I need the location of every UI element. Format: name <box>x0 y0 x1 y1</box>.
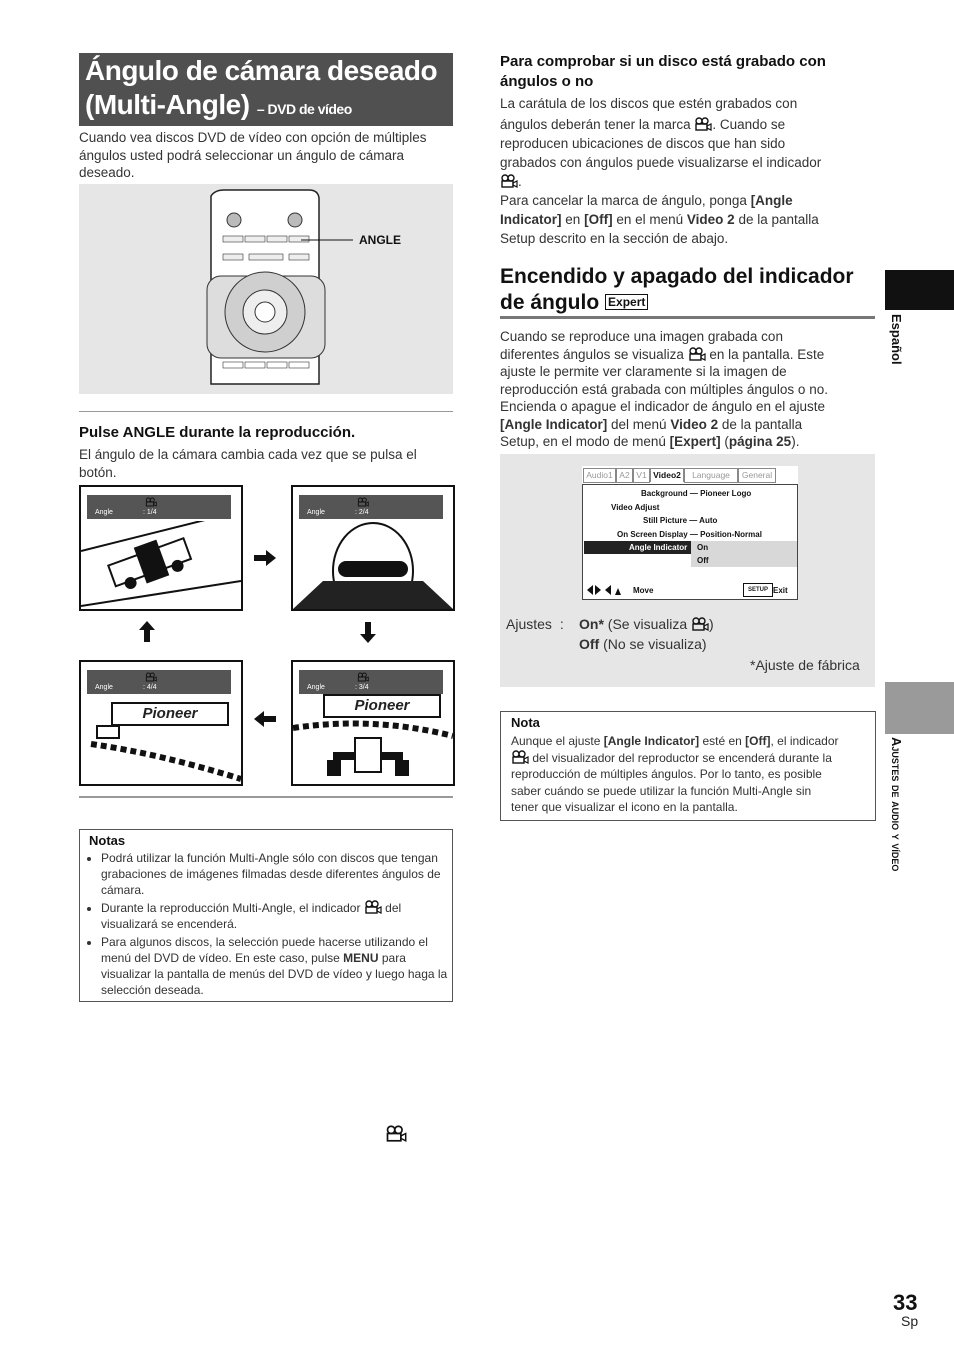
note-item <box>101 850 457 898</box>
pioneer-banner: Pioneer <box>323 694 441 718</box>
helmet-illustration <box>293 521 453 609</box>
note-item <box>101 900 457 932</box>
notes-list <box>89 850 457 1000</box>
nota-box <box>500 711 876 821</box>
osd-label: Angle <box>95 509 113 516</box>
check-heading: Para comprobar si un disco está grabado con ángulos o no <box>500 53 826 90</box>
setting-off-desc: (No se visualiza) <box>603 636 707 652</box>
section2-text <box>500 328 880 451</box>
title-main: (Multi-Angle) <box>85 89 250 120</box>
camera-icon <box>691 617 709 631</box>
page-number: 33 <box>893 1290 918 1315</box>
remote-illustration <box>79 184 453 394</box>
tab-general[interactable]: General <box>738 468 776 483</box>
setting-on <box>579 616 714 634</box>
bold-term: [Expert] <box>669 434 721 449</box>
notes-heading: Notas <box>89 833 126 848</box>
title-line1: Ángulo de cámara deseado <box>85 55 438 86</box>
camera-icon <box>694 117 712 131</box>
check-text-span: en el menú <box>616 212 684 227</box>
section2-line: ajuste le permite ver claramente si la imagen de <box>500 364 787 379</box>
bold-term: [Off] <box>584 212 613 227</box>
side-tab-gray <box>885 682 954 734</box>
menu-item-still-picture[interactable]: Still Picture — Auto <box>643 516 718 525</box>
section2-span: ). <box>791 434 800 449</box>
camera-icon <box>500 174 518 188</box>
expert-badge: Expert <box>605 294 648 310</box>
note-text: Durante la reproducción Multi-Angle, el indicador <box>101 901 361 915</box>
nota-span: del visualizador del reproductor se encenderá durante la <box>532 750 832 765</box>
arrow-up-icon <box>137 620 157 644</box>
footer-move: Move <box>633 586 654 595</box>
osd-value: : 4/4 <box>143 684 157 691</box>
nota-heading: Nota <box>511 715 540 730</box>
check-line: reproducen ubicaciones de discos que han sido <box>500 136 786 151</box>
footer-exit: Exit <box>773 586 788 595</box>
angle-screen-4 <box>79 660 243 786</box>
check-text: La carátula de los discos que estén grabados con ángulos deberán tener la marca . Cuando se reproducen ubicaciones de discos que han sido grabados con ángulos puede visualizarse el indicador . Para cancelar la marca de ángulo, ponga [Angle Indicator] en [Off] en el menú Video 2 de la pantalla Setup descrito en la sección de abajo. <box>500 94 880 248</box>
check-line: ángulos deberán tener la marca <box>500 117 691 132</box>
page-suffix: Sp <box>901 1313 919 1329</box>
tab-v1[interactable]: V1 <box>633 468 650 483</box>
divider-bottom <box>79 796 453 798</box>
setting-on-value: On* <box>579 616 604 632</box>
settings-label-text: Ajustes <box>506 616 552 632</box>
option-on[interactable]: On <box>697 543 709 552</box>
screen-osd <box>87 670 231 694</box>
note-text: Podrá utilizar la función Multi-Angle sólo con discos que tengan grabaciones de imágenes filmadas desde diferentes ángulos de cámara. <box>101 851 441 897</box>
camera-icon <box>688 347 706 361</box>
osd-label: Angle <box>307 684 325 691</box>
camera-icon <box>357 672 369 682</box>
sidebar-language: Español <box>889 314 904 365</box>
section2-rule <box>500 316 875 319</box>
tab-a2[interactable]: A2 <box>616 468 633 483</box>
section2-span: del menú <box>611 416 667 432</box>
check-text-span: Para cancelar la marca de ángulo, ponga <box>500 193 747 208</box>
page-title <box>79 53 453 126</box>
bold-term: Video 2 <box>670 416 719 432</box>
tab-audio1[interactable]: Audio1 <box>583 468 616 483</box>
arrow-left-icon <box>252 709 278 729</box>
step-text: El ángulo de la cámara cambia cada vez que se pulsa el botón. <box>79 447 417 480</box>
page-ref-link[interactable]: página 25 <box>728 434 792 449</box>
section2-span: diferentes ángulos se visualiza <box>500 346 684 362</box>
section2-heading <box>500 264 876 316</box>
setting-on-desc: ) <box>709 616 714 632</box>
menu-tabs <box>582 466 798 482</box>
check-text-span: de la pantalla <box>738 212 819 227</box>
intro-text: Cuando vea discos DVD de vídeo con opción de múltiples ángulos usted podrá seleccionar un ángulo de cámara deseado. <box>79 130 427 180</box>
tab-language[interactable]: Language <box>684 468 738 483</box>
bold-term: Indicator] <box>500 212 562 227</box>
section2-heading-line: de ángulo <box>500 291 600 314</box>
section2-line: Cuando se reproduce una imagen grabada con <box>500 329 783 344</box>
nota-span: esté en <box>702 734 742 748</box>
menu-item-osd[interactable]: On Screen Display — Position-Normal <box>617 530 762 539</box>
arrow-down-icon <box>358 620 378 644</box>
camera-icon <box>364 900 382 914</box>
note-text: del visualizará se encenderá. <box>101 901 402 931</box>
setup-key[interactable]: SETUP <box>743 583 773 597</box>
sidebar-section: Ajustes de audio y vídeo <box>889 737 904 872</box>
menu-key: MENU <box>343 951 379 965</box>
osd-label: Angle <box>307 509 325 516</box>
camera-icon <box>145 497 157 507</box>
notes-box <box>79 829 453 1002</box>
menu-item-video-adjust[interactable]: Video Adjust <box>611 503 660 512</box>
bold-term: [Off] <box>745 734 771 748</box>
camera-icon <box>385 1125 407 1142</box>
side-tab-black <box>885 270 954 310</box>
screen-osd <box>87 495 231 519</box>
menu-panel <box>582 484 798 600</box>
osd-value: : 2/4 <box>355 509 369 516</box>
nota-text <box>511 733 871 816</box>
bold-term: [Angle Indicator] <box>500 416 608 432</box>
menu-item-background[interactable]: Background — Pioneer Logo <box>641 489 752 498</box>
step-heading: Pulse ANGLE durante la reproducción. <box>79 424 356 441</box>
section2-span: de la pantalla <box>721 416 803 432</box>
osd-label: Angle <box>95 684 113 691</box>
angle-screen-3 <box>291 660 455 786</box>
race-car-illustration <box>81 521 241 609</box>
remote-panel <box>79 184 453 394</box>
check-line: La carátula de los discos que estén grabados con <box>500 96 798 111</box>
section2-span: Setup, en el modo de menú <box>500 434 666 449</box>
track-illustration <box>81 724 241 784</box>
camera-icon <box>357 497 369 507</box>
bold-term: [Angle Indicator] <box>603 734 700 748</box>
check-line: Setup descrito en la sección de abajo. <box>500 231 729 246</box>
check-line: grabados con ángulos puede visualizarse el indicador <box>500 155 822 170</box>
bold-term: [Angle <box>750 193 793 208</box>
note-text: Para algunos discos, la selección puede hacerse utilizando el menú del DVD de vídeo. En este caso, pulse <box>101 935 428 965</box>
camera-icon <box>145 672 157 682</box>
nota-span: , el indicador <box>770 734 839 748</box>
factory-note: *Ajuste de fábrica <box>750 657 860 673</box>
setting-off <box>579 636 707 654</box>
option-off[interactable]: Off <box>697 556 709 565</box>
osd-value: : 3/4 <box>355 684 369 691</box>
nota-line: tener que visualizar el icono en la pantalla. <box>511 800 738 814</box>
check-text-span: en <box>565 212 581 227</box>
setting-on-desc: (Se visualiza <box>607 616 688 632</box>
settings-colon: : <box>559 616 564 632</box>
setting-off-value: Off <box>579 636 600 652</box>
race-car-rear-illustration <box>293 716 453 784</box>
title-suffix: – DVD de vídeo <box>256 101 352 117</box>
nota-line: saber cuándo se puede utilizar la función Multi-Angle sin <box>511 783 812 798</box>
section2-line: Encienda o apague el indicador de ángulo en el ajuste <box>500 399 826 414</box>
arrow-right-icon <box>252 548 278 568</box>
angle-screen-1 <box>79 485 243 611</box>
osd-value: : 1/4 <box>143 509 157 516</box>
section2-span: ( <box>724 434 729 449</box>
divider-top <box>79 411 453 412</box>
section2-span: en la pantalla. Este <box>709 346 825 362</box>
tab-video2[interactable]: Video2 <box>650 468 684 482</box>
camera-icon <box>511 750 529 764</box>
screen-osd <box>299 495 443 519</box>
note-item <box>101 934 457 998</box>
section2-heading-line: Encendido y apagado del indicador <box>500 265 854 288</box>
menu-item-angle-indicator[interactable]: Angle Indicator <box>629 543 688 552</box>
angle-callout: ANGLE <box>359 233 401 247</box>
angle-screen-2 <box>291 485 455 611</box>
title-line2 <box>85 89 352 121</box>
check-line: . Cuando se <box>712 117 786 132</box>
nota-span: Aunque el ajuste <box>511 734 601 748</box>
pioneer-banner: Pioneer <box>111 702 229 726</box>
bold-term: Video 2 <box>686 212 735 227</box>
settings-label <box>506 616 564 634</box>
arrow-keys-icon <box>587 585 621 595</box>
nota-line: reproducción de múltiples ángulos. Por lo tanto, es posible <box>511 767 822 781</box>
screen-osd <box>299 670 443 694</box>
section2-line: reproducción está grabada con múltiples ángulos o no. <box>500 381 828 397</box>
note-text: para visualizar la pantalla de menús del DVD de vídeo y luego haga la selección deseada. <box>101 951 448 997</box>
setup-menu-screen <box>582 466 798 600</box>
